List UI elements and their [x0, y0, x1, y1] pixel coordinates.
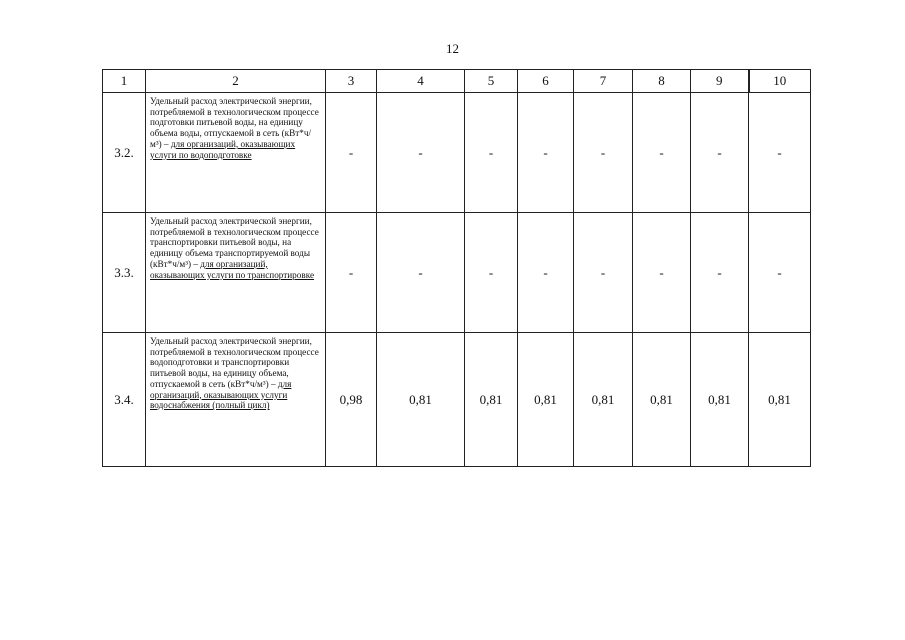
column-header: 10 — [749, 70, 811, 93]
column-header: 7 — [574, 70, 633, 93]
description-underlined-text: для организаций, оказывающих услуги водоснабжения (полный цикл) — [150, 378, 292, 411]
table-cell: 0,81 — [574, 333, 633, 467]
column-header: 1 — [103, 70, 146, 93]
description-underlined-text: для организаций, оказывающих услуги по водоподготовке — [150, 138, 296, 160]
table-cell: 0,81 — [465, 333, 518, 467]
description-underlined-text: для организаций, оказывающих услуги по транспортировке — [150, 258, 315, 280]
table-cell: - — [326, 93, 377, 213]
description-text: Удельный расход электрической энергии, потребляемой в технологическом процессе водоподготовки и транспортировки питьевой воды, на единицу объема, отпускаемой в сеть (кВт*ч/м³) – — [150, 336, 319, 389]
column-header: 5 — [465, 70, 518, 93]
table-cell: 0,81 — [377, 333, 465, 467]
column-header: 3 — [326, 70, 377, 93]
row-description — [146, 213, 326, 333]
row-number: 3.4. — [103, 333, 146, 467]
table-cell: - — [465, 213, 518, 333]
table-cell: - — [518, 213, 574, 333]
table-row — [103, 333, 811, 467]
table-cell: 0,81 — [691, 333, 749, 467]
table-cell: - — [574, 93, 633, 213]
table-cell: - — [691, 93, 749, 213]
table-cell: - — [465, 93, 518, 213]
table-cell: - — [749, 93, 811, 213]
indicator-table — [102, 69, 811, 467]
column-header: 9 — [691, 70, 749, 93]
table-cell: - — [377, 93, 465, 213]
column-header: 2 — [146, 70, 326, 93]
table-cell: - — [691, 213, 749, 333]
table-cell: 0,81 — [633, 333, 691, 467]
table-cell: 0,98 — [326, 333, 377, 467]
column-header: 6 — [518, 70, 574, 93]
table-cell: - — [377, 213, 465, 333]
table-cell: 0,81 — [749, 333, 811, 467]
table-cell: - — [749, 213, 811, 333]
row-description — [146, 93, 326, 213]
table-cell: - — [633, 93, 691, 213]
header-row — [103, 70, 811, 93]
row-number: 3.2. — [103, 93, 146, 213]
row-number: 3.3. — [103, 213, 146, 333]
table-cell: 0,81 — [518, 333, 574, 467]
column-header: 8 — [633, 70, 691, 93]
description-text: Удельный расход электрической энергии, потребляемой в технологическом процессе транспортировки питьевой воды, на единицу объема транспортируемой воды (кВт*ч/м³) – — [150, 216, 319, 269]
table-row — [103, 213, 811, 333]
column-header: 4 — [377, 70, 465, 93]
table-cell: - — [518, 93, 574, 213]
table-row — [103, 93, 811, 213]
table-cell: - — [574, 213, 633, 333]
table-cell: - — [633, 213, 691, 333]
table-cell: - — [326, 213, 377, 333]
row-description — [146, 333, 326, 467]
description-text: Удельный расход электрической энергии, потребляемой в технологическом процессе подготовки питьевой воды, на единицу объема воды, отпускаемой в сеть (кВт*ч/м³) – — [150, 96, 319, 149]
page-number: 12 — [446, 41, 459, 56]
